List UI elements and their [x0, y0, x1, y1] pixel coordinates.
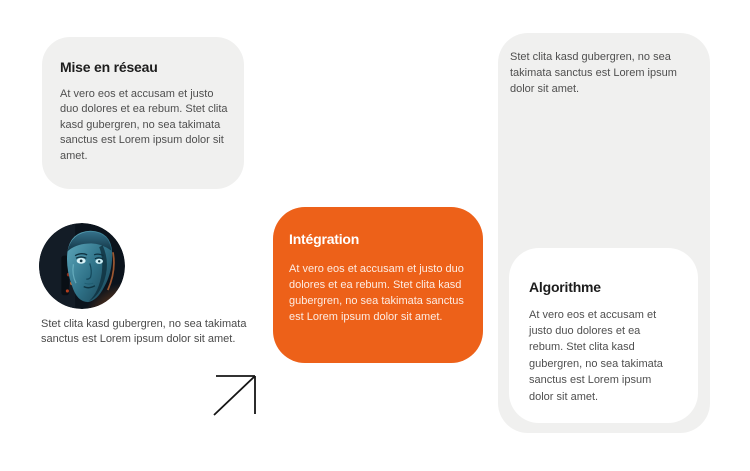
card-networking	[42, 37, 244, 189]
profile-caption: Stet clita kasd gubergren, no sea takimata sanctus est Lorem ipsum dolor sit amet.	[41, 318, 247, 346]
card-integration-body: At vero eos et accusam et justo duo dolores et ea rebum. Stet clita kasd gubergren, no sea takimata sanctus est Lorem ipsum dolor sit amet.	[289, 262, 464, 323]
arrow-up-right-icon	[213, 374, 257, 416]
card-integration	[273, 207, 483, 363]
card-networking-title: Mise en réseau	[60, 59, 158, 75]
card-algorithm	[509, 248, 698, 423]
card-top-right-body: Stet clita kasd gubergren, no sea takimata sanctus est Lorem ipsum dolor sit amet.	[510, 51, 677, 96]
robot-avatar-image	[39, 223, 125, 309]
card-algorithm-title: Algorithme	[529, 279, 601, 295]
card-networking-body: At vero eos et accusam et justo duo dolores et ea rebum. Stet clita kasd gubergren, no sea takimata sanctus est Lorem ipsum dolor sit amet.	[60, 87, 228, 162]
card-integration-title: Intégration	[289, 231, 360, 247]
card-algorithm-body: At vero eos et accusam et justo duo dolores et ea rebum. Stet clita kasd gubergren, no sea takimata sanctus est Lorem ipsum dolor sit amet.	[529, 308, 663, 403]
